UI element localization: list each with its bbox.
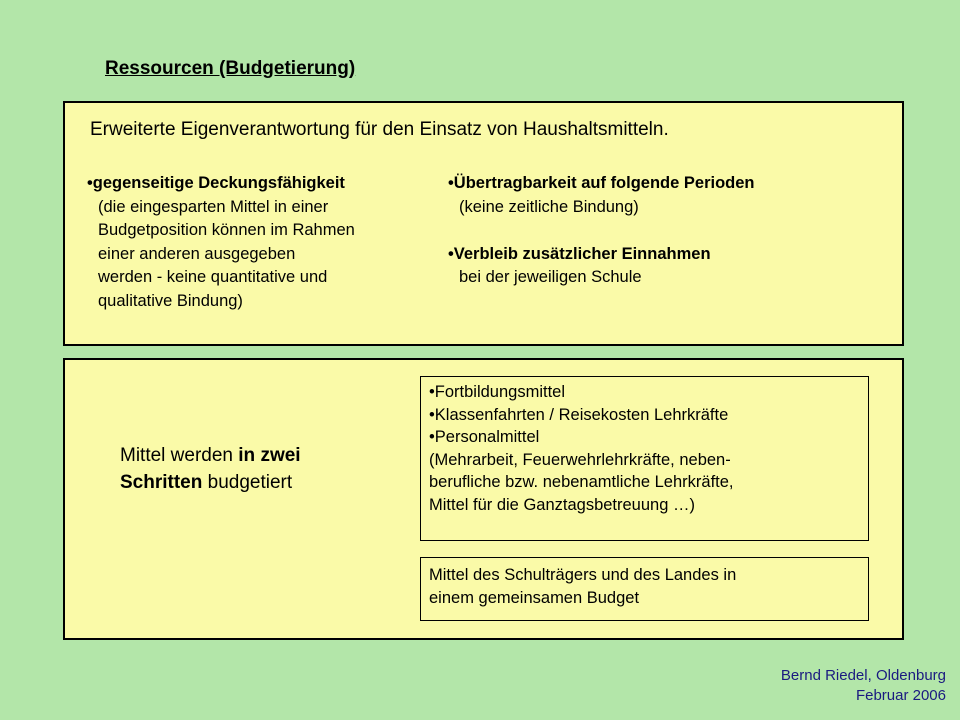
bottom-panel (63, 358, 904, 640)
item-uebertragbarkeit-line: (keine zeitliche Bindung) (459, 197, 639, 216)
list-item: •Fortbildungsmittel (429, 383, 565, 401)
item-einnahmen-head: •Verbleib zusätzlicher Einnahmen (448, 244, 711, 263)
list-item: •Klassenfahrten / Reisekosten Lehrkräfte (429, 405, 729, 424)
right-column (448, 172, 888, 290)
statement-prefix: Mittel werden (120, 445, 239, 466)
page-title: Ressourcen (Budgetierung) (105, 58, 356, 79)
item-deckungsfaehigkeit-line: qualitative Bindung) (98, 291, 243, 310)
budget-items-box (420, 376, 869, 541)
statement-bold-2: Schritten (120, 472, 203, 493)
top-panel (63, 101, 904, 346)
list-item: (Mehrarbeit, Feuerwehrlehrkräfte, neben- (429, 450, 731, 469)
item-deckungsfaehigkeit-line: werden - keine quantitative und (98, 268, 328, 286)
item-deckungsfaehigkeit-line: (die eingesparten Mittel in einer (98, 197, 329, 216)
footer-author: Bernd Riedel, Oldenburg (780, 667, 946, 684)
item-uebertragbarkeit-head: •Übertragbarkeit auf folgende Perioden (448, 174, 755, 192)
item-deckungsfaehigkeit-line: Budgetposition können im Rahmen (98, 221, 355, 239)
item-deckungsfaehigkeit-line: einer anderen ausgegeben (98, 244, 296, 263)
item-einnahmen-line: bei der jeweiligen Schule (459, 268, 642, 286)
intro-text: Erweiterte Eigenverantwortung für den Einsatz von Haushaltsmitteln. (90, 119, 669, 140)
footer (781, 666, 946, 706)
list-item: berufliche bzw. nebenamtliche Lehrkräfte, (429, 473, 734, 491)
item-deckungsfaehigkeit-head: •gegenseitige Deckungsfähigkeit (87, 174, 345, 192)
shared-budget-box (420, 557, 869, 621)
statement-suffix: budgetiert (202, 472, 293, 493)
list-item: •Personalmittel (429, 428, 540, 446)
left-column (87, 172, 447, 313)
list-item: Mittel für die Ganztagsbetreuung …) (429, 495, 695, 514)
budget-line: einem gemeinsamen Budget (429, 588, 640, 607)
budget-line: Mittel des Schulträgers und des Landes in (429, 566, 737, 584)
footer-date: Februar 2006 (855, 687, 946, 704)
statement-bold-1: in zwei (238, 445, 301, 466)
two-step-statement (120, 442, 380, 496)
